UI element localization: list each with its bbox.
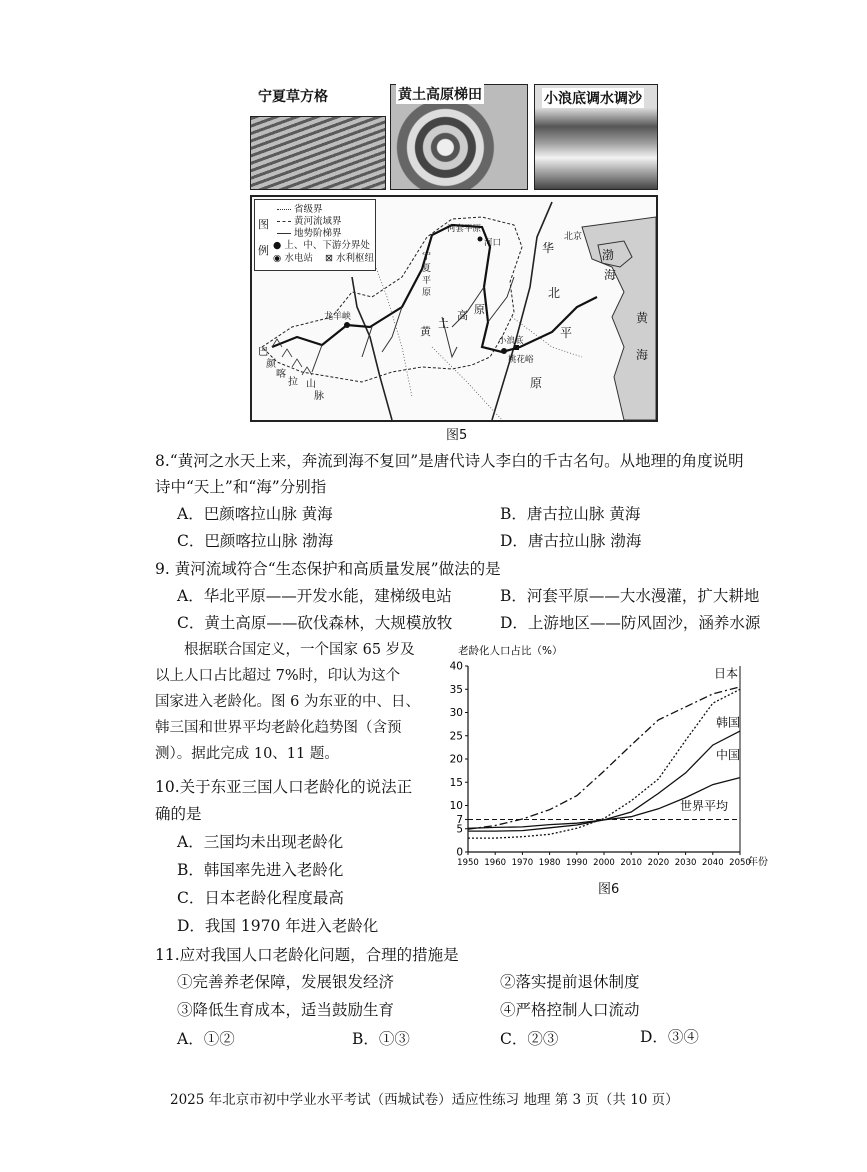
label-hai-huanghai: 海 [636, 348, 649, 362]
label-huang: 黄 [636, 311, 649, 325]
q10-stem-line2: 确的是 [155, 805, 202, 823]
label-mai: 脉 [314, 391, 324, 402]
q9-option-a[interactable]: A．华北平原——开发水能，建梯级电站 [177, 587, 452, 605]
longyangxia-marker [344, 322, 350, 328]
x-tick-label: 1960 [484, 858, 507, 868]
q10-stem-line1: 10.关于东亚三国人口老龄化的说法正 [155, 778, 413, 796]
y-tick-label: 15 [449, 776, 463, 789]
water-hub-icon: ⊠ [325, 253, 333, 264]
intro-line-1: 根据联合国定义，一个国家 65 岁及 [184, 642, 415, 658]
label-tu: 土 [438, 317, 449, 330]
intro-line-3: 国家进入老龄化。图 6 为东亚的中、日、 [155, 694, 420, 710]
x-tick-label: 1990 [565, 858, 588, 868]
x-tick-label: 2030 [674, 858, 697, 868]
label-xiaolangdi: 小浪底 [498, 336, 524, 346]
label-bei: 北 [548, 286, 561, 300]
q11-option-d[interactable]: D．③④ [640, 1028, 699, 1046]
y-tick-label: 20 [449, 753, 463, 766]
q10-option-b[interactable]: B．韩国率先进入老龄化 [177, 861, 344, 879]
hydropower-icon: ◉ [273, 253, 282, 264]
label-yuan2: 原 [422, 288, 432, 298]
q8-option-b[interactable]: B．唐古拉山脉 黄海 [500, 505, 641, 523]
label-ka: 喀 [276, 369, 286, 380]
photo-caption-terraces: 黄土高原梯田 [396, 84, 484, 104]
q9-stem: 9. 黄河流域符合“生态保护和高质量发展”做法的是 [155, 560, 501, 578]
q11-item-1: ①完善养老保障，发展银发经济 [177, 973, 395, 991]
q11-stem: 11.应对我国人口老龄化问题，合理的措施是 [155, 946, 459, 964]
q8-stem-line2: 诗中“天上”和“海”分别指 [155, 478, 327, 496]
figure6-caption: 图6 [598, 882, 620, 897]
label-ping: 平 [560, 326, 573, 340]
x-tick-label: 2000 [593, 858, 615, 868]
y-tick-label: 35 [449, 683, 463, 696]
q10-option-a[interactable]: A．三国均未出现老龄化 [177, 833, 344, 851]
x-tick-label: 2040 [701, 858, 724, 868]
x-tick-label: 1970 [511, 858, 534, 868]
series-label-中国: 中国 [716, 748, 741, 762]
label-shan: 山 [306, 379, 316, 390]
y-tick-label: 10 [449, 800, 463, 812]
x-tick-label: 1980 [538, 858, 561, 868]
map-legend [254, 199, 376, 271]
legend-step-border: 地势阶梯界 [277, 225, 342, 239]
y-tick-label: 5 [456, 823, 463, 836]
intro-line-2: 以上人口占比超过 7%时，印认为这个 [155, 668, 401, 684]
q10-option-d[interactable]: D．我国 1970 年进入老龄化 [177, 917, 379, 935]
label-bo: 渤 [602, 248, 615, 262]
y-tick-label: 30 [449, 707, 463, 719]
label-yan: 颜 [266, 359, 276, 370]
label-xia: 夏 [422, 264, 432, 274]
x-axis-label: 年份 [748, 857, 768, 868]
q8-option-d[interactable]: D．唐古拉山脉 渤海 [500, 532, 642, 550]
legend-hydropower: ◉ 水电站 [273, 253, 313, 264]
label-ping2: 平 [422, 276, 432, 286]
legend-title: 图例 [258, 218, 269, 257]
label-hekou: 河口 [484, 238, 502, 248]
q8-stem-line1: 8.“黄河之水天上来，奔流到海不复回”是唐代诗人李白的千古名句。从地理的角度说明 [155, 452, 744, 470]
label-taohuayu: 桃花峪 [508, 355, 534, 365]
x-tick-label: 1950 [457, 858, 479, 868]
intro-line-4: 韩三国和世界平均老龄化趋势图（含预 [155, 720, 402, 736]
q11-option-b[interactable]: B．①③ [352, 1030, 410, 1048]
q8-option-a[interactable]: A．巴颜喀拉山脉 黄海 [177, 505, 333, 523]
q8-option-c[interactable]: C．巴颜喀拉山脉 渤海 [177, 532, 334, 550]
legend-provincial-border: 省级界 [277, 201, 323, 215]
legend-basin-border: 黄河流域界 [277, 213, 342, 227]
x-tick-label: 2020 [647, 858, 670, 868]
label-longyangxia: 龙羊峡 [324, 312, 352, 322]
photo-caption-ningxia: 宁夏草方格 [258, 89, 328, 105]
label-ning: 宁 [422, 252, 432, 262]
y-tick-label: 7 [456, 813, 463, 826]
photo-ningxia-straw-checkerboard [250, 116, 386, 190]
label-huang-loess: 黄 [420, 325, 431, 338]
label-gao: 高 [457, 309, 468, 322]
dot-icon: ● [273, 240, 282, 251]
x-tick-label: 2050 [729, 858, 751, 868]
legend-water-hub: ⊠ 水利枢纽 [325, 253, 375, 264]
q9-option-d[interactable]: D．上游地区——防风固沙，涵养水源 [500, 614, 761, 632]
y-tick-label: 0 [456, 846, 463, 859]
yellow-river-basin-map [250, 195, 658, 422]
q11-option-c[interactable]: C．②③ [500, 1030, 559, 1048]
label-yuan: 原 [530, 376, 543, 390]
y-axis-label: 老龄化人口占比（%） [458, 645, 563, 657]
q9-option-b[interactable]: B．河套平原——大水漫灌，扩大耕地 [500, 587, 760, 605]
y-tick-label: 40 [449, 660, 463, 673]
series-line-中国 [468, 731, 740, 831]
q11-item-2: ②落实提前退休制度 [500, 973, 640, 991]
series-label-韩国: 韩国 [716, 715, 741, 730]
q11-item-4: ④严格控制人口流动 [500, 1001, 640, 1019]
hekou-marker [478, 237, 483, 242]
xiaolangdi-marker [501, 348, 507, 354]
aging-trend-chart [440, 638, 770, 874]
q9-option-c[interactable]: C．黄土高原——砍伐森林，大规模放牧 [177, 614, 453, 632]
label-hetao-plain: 河套平原 [447, 224, 482, 234]
label-hai-bohai: 海 [604, 268, 617, 282]
label-yuan3: 原 [474, 303, 485, 316]
legend-section-divide: ● 上、中、下游分界处 [273, 240, 370, 251]
label-hua: 华 [542, 241, 555, 255]
q11-item-3: ③降低生育成本，适当鼓励生育 [177, 1001, 395, 1019]
x-tick-label: 2010 [620, 858, 643, 868]
series-line-韩国 [468, 689, 740, 838]
q10-option-c[interactable]: C．日本老龄化程度最高 [177, 889, 344, 907]
label-la: 拉 [288, 377, 298, 388]
figure5-caption: 图5 [446, 428, 468, 443]
intro-line-5: 测）。据此完成 10、11 题。 [155, 746, 339, 762]
series-label-世界平均: 世界平均 [680, 799, 729, 814]
y-tick-label: 25 [449, 730, 463, 743]
photo-caption-xiaolangdi: 小浪底调水调沙 [542, 88, 644, 108]
page-footer: 2025 年北京市初中学业水平考试（西城试卷）适应性练习 地理 第 3 页（共 10 页） [170, 1092, 679, 1108]
series-label-日本: 日本 [714, 666, 739, 681]
label-ba: 巴 [258, 347, 268, 358]
q11-option-a[interactable]: A．①② [177, 1030, 235, 1048]
label-beijing: 北京 [564, 232, 583, 242]
